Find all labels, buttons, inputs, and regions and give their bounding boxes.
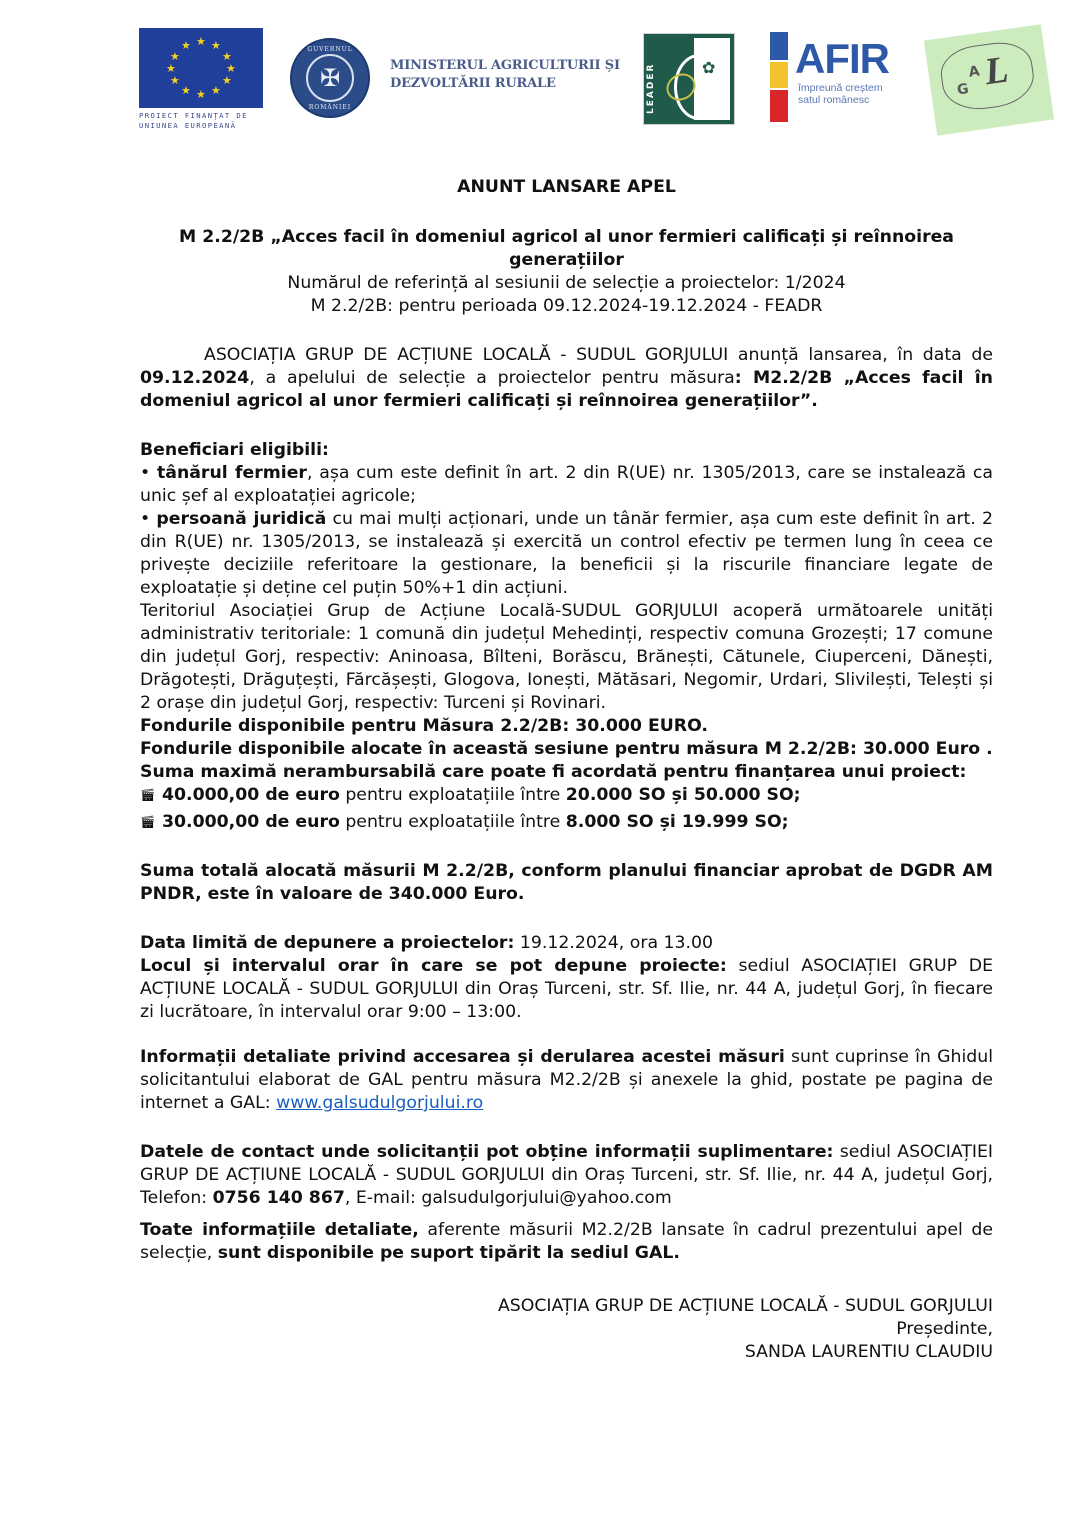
territory-paragraph: Teritoriul Asociației Grup de Acțiune Locală-SUDUL GORJULUI acoperă următoarele unități administrativ teritoriale: 1 comună din județul Mehedinți, respectiv comuna Grozești; 17 comune din județul Gorj, respectiv: Aninoasa, Bîlteni, Borăscu, Brănești, Cătunele, Ciuperceni, Dănești, Drăgotești, Drăguțești, Fărcășești, Glogova, Ionești, Mătăsari, Negomir, Urdari, Slivilești, Telești și 2 orașe din județul Gorj, respectiv: Turceni și Rovinari. bbox=[140, 601, 993, 713]
signature-name: SANDA LAURENTIU CLAUDIU bbox=[744, 1342, 993, 1362]
leader-logo: LEADER ✿ bbox=[643, 33, 735, 125]
page-title: ANUNT LANSARE APEL bbox=[457, 177, 676, 197]
afir-slogan: împreună creștem satul românesc bbox=[798, 82, 883, 106]
signature-org: ASOCIAȚIA GRUP DE ACȚIUNE LOCALĂ - SUDUL GORJULUI bbox=[497, 1296, 993, 1316]
funding-tier: 🎬︎ 40.000,00 de euro pentru exploatațiile între 20.000 SO și 50.000 SO; bbox=[140, 785, 801, 805]
afir-emblem-icon bbox=[768, 32, 790, 122]
max-amount-heading: Suma maximă nerambursabilă care poate fi acordată pentru finanțarea unui proiect: bbox=[140, 762, 967, 782]
detailed-info-paragraph: Informații detaliate privind accesarea și derularea acestei măsuri sunt cuprinse în Ghidul solicitantului elaborat de GAL pentru măsura M2.2/2B și anexele la ghid, postate pe pagina de internet a GAL: www.galsudulgorjului.ro bbox=[140, 1047, 993, 1113]
session-period: M 2.2/2B: pentru perioada 09.12.2024-19.12.2024 - FEADR bbox=[310, 296, 823, 316]
bullet-icon: • bbox=[140, 463, 151, 483]
eu-caption: PROIECT FINANȚAT DE UNIUNEA EUROPEANĂ bbox=[139, 111, 248, 130]
clapperboard-icon: 🎬︎ bbox=[140, 788, 156, 802]
eu-logo bbox=[139, 28, 263, 131]
deadline: Data limită de depunere a proiectelor: 19.12.2024, ora 13.00 bbox=[140, 933, 714, 953]
sprig-icon: ✿ bbox=[702, 58, 716, 77]
bullet-icon: • bbox=[140, 509, 151, 529]
signature-role: Președinte, bbox=[896, 1319, 993, 1339]
funds-session: Fondurile disponibile alocate în această sesiune pentru măsura M 2.2/2B: 30.000 Euro . bbox=[140, 739, 993, 759]
gal-logo: G A L bbox=[924, 24, 1054, 135]
logo-header bbox=[0, 24, 1087, 139]
beneficiary-item: • persoană juridică cu mai mulți acționari, unde un tânăr fermier, așa cum este definit în art. 2 din R(UE) nr. 1305/2013, se instalează și exercită un control efectiv pe termen lung în ceea ce privește deciziile referitoare la gestionare, la beneficii și la riscurile financiare legate de exploatație și deține cel puțin 50%+1 din acțiuni. bbox=[140, 509, 993, 598]
ministry-logo-text: MINISTERUL AGRICULTURII ȘI DEZVOLTĂRII RURALE bbox=[390, 58, 620, 91]
gal-website-link[interactable]: www.galsudulgorjului.ro bbox=[276, 1093, 484, 1113]
submission-location: Locul și intervalul orar în care se pot depune proiecte: sediul ASOCIAȚIEI GRUP DE ACȚIUNE LOCALĂ - SUDUL GORJULUI din Oraș Turceni, str. Sf. Ilie, nr. 44 A, județul Gorj, în fiecare zi lucrătoare, în intervalul orar 9:00 – 13:00. bbox=[140, 956, 993, 1022]
funding-tier: 🎬︎ 30.000,00 de euro pentru exploatațiile între 8.000 SO și 19.999 SO; bbox=[140, 812, 789, 832]
measure-title: M 2.2/2B „Acces facil în domeniul agricol al unor fermieri calificați și reînnoirea generațiilor bbox=[179, 227, 954, 270]
clapperboard-icon: 🎬︎ bbox=[140, 815, 156, 829]
announcement-document bbox=[140, 176, 993, 1364]
intro-paragraph: ASOCIAȚIA GRUP DE ACȚIUNE LOCALĂ - SUDUL GORJULUI anunță lansarea, în data de 09.12.2024, a apelului de selecție a proiectelor pentru măsura: M2.2/2B „Acces facil în domeniul agricol al unor fermieri calificați și reînnoirea generațiilor”. bbox=[140, 345, 993, 411]
contact-paragraph: Datele de contact unde solicitanții pot obține informații suplimentare: sediul ASOCIAȚIEI GRUP DE ACȚIUNE LOCALĂ - SUDUL GORJULUI din Oraș Turceni, str. Sf. Ilie, nr. 44 A, județul Gorj, Telefon: 0756 140 867, E-mail: galsudulgorjului@yahoo.com bbox=[140, 1142, 993, 1208]
afir-logo: AFIR împreună creștem satul românesc bbox=[768, 32, 908, 127]
reference-number: Numărul de referință al sesiunii de selecție a proiectelor: 1/2024 bbox=[287, 273, 846, 293]
eu-flag-icon: ★ ★ ★ ★ ★ ★ ★ ★ ★ ★ ★ ★ bbox=[139, 28, 263, 108]
total-allocation: Suma totală alocată măsurii M 2.2/2B, conform planului financiar aprobat de DGDR AM PNDR, este în valoare de 340.000 Euro. bbox=[140, 861, 993, 904]
signature-block bbox=[140, 1295, 993, 1364]
funds-available: Fondurile disponibile pentru Măsura 2.2/2B: 30.000 EURO. bbox=[140, 716, 708, 736]
beneficiary-item: • tânărul fermier, așa cum este definit în art. 2 din R(UE) nr. 1305/2013, care se instalează ca unic șef al exploatației agricole; bbox=[140, 463, 993, 506]
availability-paragraph: Toate informațiile detaliate, aferente măsurii M2.2/2B lansate în cadrul prezentului apel de selecție, sunt disponibile pe suport tipărit la sediul GAL. bbox=[140, 1220, 993, 1263]
government-seal-logo: GUVERNUL ✠ ROMÂNIEI bbox=[290, 38, 370, 118]
eagle-icon: ✠ bbox=[319, 64, 341, 92]
beneficiaries-heading: Beneficiari eligibili: bbox=[140, 440, 329, 460]
